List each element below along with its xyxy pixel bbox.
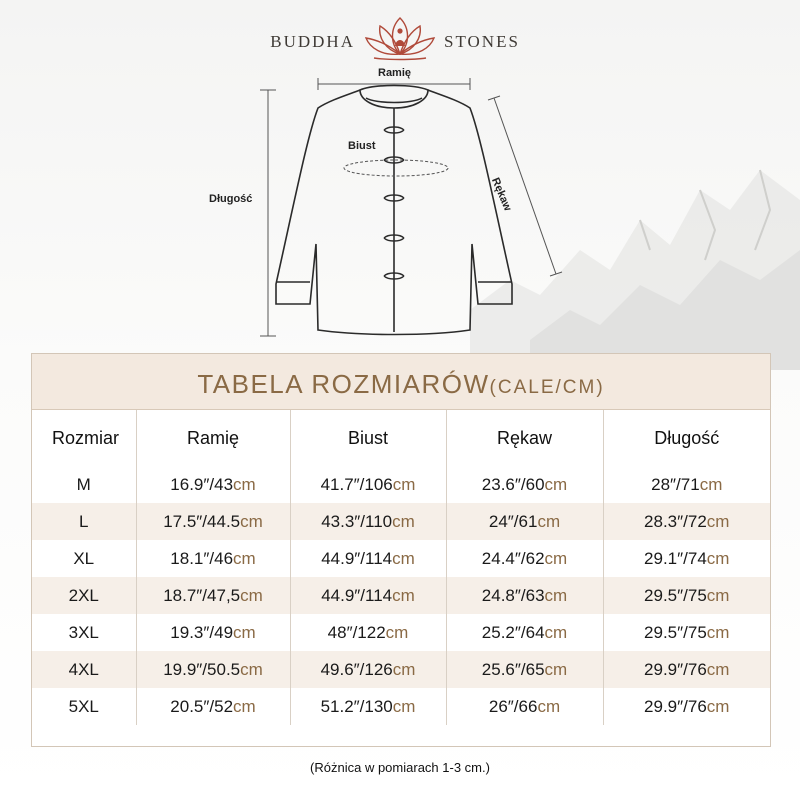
- cell-unit: cm: [537, 511, 561, 531]
- size-chart: [31, 353, 771, 747]
- cell-unit: cm: [706, 696, 730, 716]
- size-chart-title: [32, 354, 770, 410]
- cell-bust: [290, 540, 446, 577]
- cell-shoulder: [136, 651, 290, 688]
- measurement-diagram: [200, 64, 580, 344]
- cell-size: 2XL: [32, 577, 136, 614]
- cell-sleeve: [446, 577, 603, 614]
- cell-length: [603, 651, 770, 688]
- table-row: [32, 614, 770, 651]
- cell-unit: cm: [385, 622, 409, 642]
- cell-unit: cm: [544, 548, 568, 568]
- cell-value: 25.6″/65: [481, 659, 545, 679]
- cell-value: 23.6″/60: [481, 474, 545, 494]
- cell-value: 44.9″/114: [321, 548, 393, 568]
- cell-value: 24″/61: [488, 511, 538, 531]
- mandarin-collar-jacket-icon: [200, 64, 580, 344]
- cell-value: 25.2″/64: [481, 622, 545, 642]
- cell-unit: cm: [706, 511, 730, 531]
- cell-length: [603, 577, 770, 614]
- cell-shoulder: [136, 614, 290, 651]
- cell-value: 41.7″/106: [320, 474, 393, 494]
- cell-size: M: [76, 474, 91, 494]
- cell-sleeve: [446, 466, 603, 503]
- cell-value: 49.6″/126: [320, 659, 393, 679]
- cell-value: 19.9″/50.5: [163, 659, 241, 679]
- measurement-tolerance-note: (Różnica w pomiarach 1-3 cm.): [310, 760, 490, 775]
- sleeve-dimension-label: Rękaw: [488, 176, 514, 213]
- cell-value: 18.1″/46: [170, 548, 234, 568]
- cell-sleeve: [446, 651, 603, 688]
- cell-sleeve: [446, 614, 603, 651]
- header-length: Długość: [603, 410, 770, 466]
- cell-value: 24.8″/63: [481, 585, 545, 605]
- cell-unit: cm: [537, 696, 561, 716]
- header-bust: Biust: [290, 410, 446, 466]
- size-chart-title-text: TABELA ROZMIARÓW: [197, 369, 490, 399]
- cell-unit: cm: [233, 474, 256, 494]
- cell-unit: cm: [240, 659, 263, 679]
- cell-length: [603, 540, 770, 577]
- shoulder-dimension-label: Ramię: [378, 67, 412, 79]
- cell-value: 29.9″/76: [644, 696, 707, 716]
- size-table-header-row: [32, 410, 770, 466]
- cell-unit: cm: [392, 548, 415, 568]
- cell-sleeve: [446, 688, 603, 725]
- cell-unit: cm: [706, 548, 730, 568]
- cell-unit: cm: [544, 622, 568, 642]
- cell-unit: cm: [233, 696, 256, 716]
- header-sleeve: Rękaw: [446, 410, 603, 466]
- brand-header: [0, 14, 800, 64]
- cell-sleeve: [446, 503, 603, 540]
- cell-shoulder: [136, 503, 290, 540]
- cell-unit: cm: [544, 474, 568, 494]
- cell-shoulder: [136, 577, 290, 614]
- cell-unit: cm: [392, 659, 416, 679]
- size-table: [32, 410, 770, 725]
- cell-unit: cm: [706, 585, 730, 605]
- table-row: [32, 651, 770, 688]
- cell-unit: cm: [392, 474, 416, 494]
- length-dimension-label: Długość: [209, 193, 253, 205]
- cell-unit: cm: [240, 511, 263, 531]
- cell-unit: cm: [233, 622, 256, 642]
- table-row: [32, 688, 770, 725]
- brand-name-right: STONES: [444, 32, 520, 51]
- cell-unit: cm: [392, 696, 416, 716]
- cell-value: 28″/71: [651, 474, 700, 494]
- table-row: [32, 503, 770, 540]
- cell-bust: [290, 503, 446, 540]
- cell-value: 26″/66: [488, 696, 538, 716]
- cell-sleeve: [446, 540, 603, 577]
- brand-name-left: BUDDHA: [270, 32, 355, 51]
- cell-unit: cm: [233, 548, 256, 568]
- cell-size: 3XL: [68, 622, 99, 642]
- table-row: [32, 577, 770, 614]
- cell-size: L: [32, 503, 136, 540]
- header-size: Rozmiar: [52, 427, 120, 448]
- cell-value: 18.7″/47,5: [163, 585, 241, 605]
- cell-bust: [290, 614, 446, 651]
- cell-value: 29.5″/75: [644, 622, 707, 642]
- cell-value: 43.3″/110: [321, 511, 393, 531]
- cell-unit: cm: [706, 659, 730, 679]
- cell-value: 48″/122: [327, 622, 386, 642]
- cell-value: 51.2″/130: [320, 696, 393, 716]
- cell-value: 44.9″/114: [321, 585, 393, 605]
- cell-bust: [290, 688, 446, 725]
- cell-value: 16.9″/43: [170, 474, 234, 494]
- cell-bust: [290, 577, 446, 614]
- cell-unit: cm: [544, 585, 568, 605]
- cell-value: 29.1″/74: [644, 548, 707, 568]
- cell-size: 4XL: [32, 651, 136, 688]
- cell-value: 17.5″/44.5: [163, 511, 241, 531]
- cell-value: 29.5″/75: [644, 585, 707, 605]
- header-shoulder: Ramię: [136, 410, 290, 466]
- cell-value: 28.3″/72: [644, 511, 707, 531]
- table-row: [32, 466, 770, 503]
- cell-value: 29.9″/76: [644, 659, 707, 679]
- cell-unit: cm: [392, 585, 415, 605]
- lotus-meditation-icon: [360, 14, 440, 62]
- cell-bust: [290, 651, 446, 688]
- cell-value: 20.5″/52: [170, 696, 234, 716]
- cell-size: XL: [73, 548, 95, 568]
- cell-unit: cm: [706, 622, 730, 642]
- cell-length: [603, 614, 770, 651]
- cell-unit: cm: [240, 585, 263, 605]
- cell-value: 19.3″/49: [170, 622, 234, 642]
- table-row: [32, 540, 770, 577]
- cell-shoulder: [136, 540, 290, 577]
- cell-length: [603, 503, 770, 540]
- cell-unit: cm: [392, 511, 415, 531]
- cell-size: 5XL: [68, 696, 99, 716]
- bust-dimension-label: Biust: [348, 140, 376, 152]
- cell-shoulder: [136, 688, 290, 725]
- cell-length: [603, 466, 770, 503]
- cell-bust: [290, 466, 446, 503]
- cell-shoulder: [136, 466, 290, 503]
- cell-unit: cm: [699, 474, 723, 494]
- cell-unit: cm: [544, 659, 568, 679]
- size-chart-title-unit: (CALE/CM): [489, 377, 605, 398]
- size-table-body: [32, 466, 770, 725]
- cell-length: [603, 688, 770, 725]
- cell-value: 24.4″/62: [481, 548, 545, 568]
